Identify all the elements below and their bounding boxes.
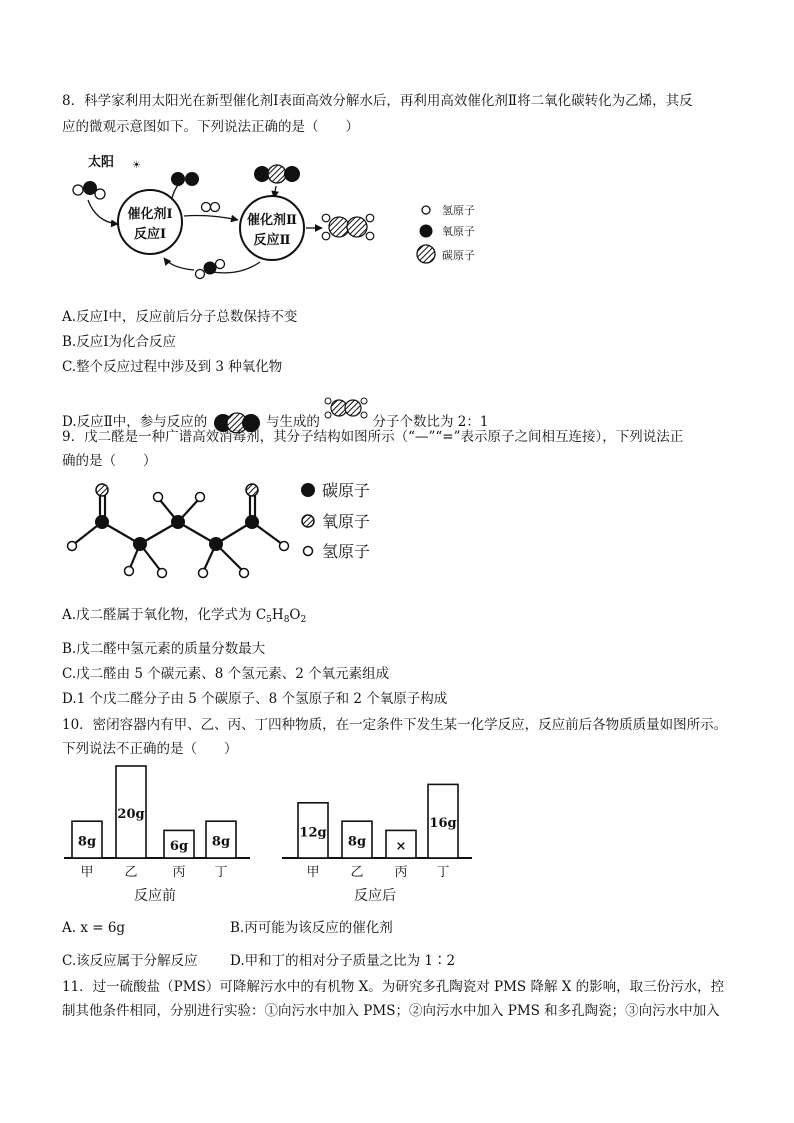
reaction2-label: 反应Ⅱ	[253, 233, 291, 248]
q9-glutaraldehyde-structure	[60, 478, 400, 590]
arrow-water-recycle	[164, 258, 194, 270]
legend-hydrogen-label: 氢原子	[322, 542, 371, 561]
legend-carbon-icon	[417, 245, 435, 263]
q10-mass-charts	[60, 760, 500, 908]
q8-stem-line2: 应的微观示意图如下。下列说法正确的是（ ）	[62, 119, 359, 135]
bar-value-label: 6g	[169, 839, 189, 855]
category-label: 甲	[306, 865, 320, 880]
q9-stem-line1: 9．戊二醛是一种广谱高效消毒剂，其分子结构如图所示（“—”“=”表示原子之间相互连接），下列说法正	[62, 429, 684, 445]
q9-option-a[interactable]	[62, 606, 306, 624]
bar-value-label: 16g	[429, 816, 457, 832]
q9-option-d[interactable]: D.1 个戊二醛分子由 5 个碳原子、8 个氢原子和 2 个氧原子构成	[62, 691, 448, 707]
chart-after	[282, 784, 472, 904]
q10-stem-line2: 下列说法不正确的是（ ）	[62, 741, 238, 757]
legend-oxygen-label: 氧原子	[322, 512, 371, 531]
legend-oxygen-icon	[420, 225, 433, 238]
oxygen-molecule	[171, 172, 199, 186]
q8-option-d-text-1: D.反应Ⅱ中，参与反应的	[62, 414, 208, 430]
bar-value-label: 20g	[117, 807, 145, 822]
q9-option-a-text: A.戊二醛属于氧化物，化学式为 C	[62, 607, 267, 623]
q10-option-a[interactable]: A. x = 6g	[62, 920, 126, 936]
q8-option-c[interactable]: C.整个反应过程中涉及到 3 种氧化物	[62, 359, 283, 375]
category-label: 丁	[436, 865, 450, 880]
category-label: 丙	[394, 865, 408, 880]
q8-stem-line1: 8．科学家利用太阳光在新型催化剂Ⅰ表面高效分解水后，再利用高效催化剂Ⅱ将二氧化碳转化为乙烯，其反	[62, 93, 693, 109]
q11-stem-line2: 制其他条件相同，分别进行实验：①向污水中加入 PMS；②向污水中加入 PMS 和多孔陶瓷；③向污水中加入	[62, 1003, 720, 1019]
q10-option-b[interactable]: B.丙可能为该反应的催化剂	[230, 920, 393, 936]
water-molecule-out	[196, 260, 225, 279]
oxygen-atoms	[96, 484, 258, 496]
bar-value-label: ×	[395, 839, 407, 855]
q10-stem-line1: 10．密闭容器内有甲、乙、丙、丁四种物质，在一定条件下发生某一化学反应，反应前后各物质质量如图所示。	[62, 717, 728, 733]
category-label: 丁	[214, 865, 228, 880]
chart-title: 反应前	[134, 888, 176, 904]
legend-carbon-label: 碳原子	[322, 481, 371, 500]
q10-option-c[interactable]: C.该反应属于分解反应	[62, 953, 198, 969]
q8-reaction-diagram	[60, 150, 500, 290]
bar-value-label: 8g	[347, 834, 367, 850]
legend-hydrogen-icon	[304, 547, 313, 556]
chart-title: 反应后	[354, 888, 396, 904]
q8-legend	[417, 203, 475, 263]
ethylene-molecule-icon	[324, 396, 368, 422]
water-molecule-in	[73, 181, 105, 199]
legend-hydrogen-label: 氢原子	[442, 204, 475, 217]
sun-icon: ☀	[132, 160, 141, 171]
q9-option-c[interactable]: C.戊二醛由 5 个碳元素、8 个氢元素、2 个氧元素组成	[62, 666, 390, 682]
co2-molecule-in	[254, 165, 300, 183]
q8-option-b[interactable]: B.反应Ⅰ为化合反应	[62, 334, 177, 350]
category-label: 丙	[172, 865, 186, 880]
q9-formula-sub-c: 5	[266, 615, 272, 625]
reaction1-label: 反应Ⅰ	[133, 227, 167, 242]
q11-stem-line1: 11．过一硫酸盐（PMS）可降解污水中的有机物 X。为研究多孔陶瓷对 PMS 降解 X 的影响，取三份污水，控	[62, 979, 725, 995]
q9-formula-o: O	[289, 607, 301, 623]
bar-value-label: 8g	[211, 834, 231, 850]
bar-value-label: 8g	[77, 834, 97, 850]
q8-option-a[interactable]: A.反应Ⅰ中，反应前后分子总数保持不变	[62, 309, 298, 325]
q9-option-b[interactable]: B.戊二醛中氢元素的质量分数最大	[62, 641, 266, 657]
q8-option-d-text-2: 与生成的	[265, 414, 320, 430]
legend-carbon-label: 碳原子	[442, 249, 475, 262]
ethylene-molecule	[322, 214, 374, 240]
category-label: 甲	[80, 865, 94, 880]
legend-oxygen-label: 氧原子	[442, 225, 475, 238]
q9-formula-sub-h: 8	[283, 615, 290, 625]
chart-before	[64, 766, 250, 904]
catalyst1-label: 催化剂Ⅰ	[127, 207, 173, 222]
q8-option-d-text-3: 分子个数比为 2：1	[372, 414, 489, 430]
sun-label: 太阳	[88, 155, 115, 170]
legend-oxygen-icon	[302, 515, 314, 527]
q9-stem-line2: 确的是（ ）	[62, 453, 157, 469]
catalyst1-circle	[118, 190, 182, 254]
hydrogen-molecule	[202, 203, 220, 212]
q10-option-d[interactable]: D.甲和丁的相对分子质量之比为 1∶2	[230, 953, 456, 969]
category-label: 乙	[350, 865, 364, 880]
bonds	[74, 494, 282, 570]
catalyst2-circle	[240, 196, 304, 260]
arrow-hydrogen-to-catalyst2	[184, 216, 238, 221]
category-label: 乙	[124, 865, 138, 880]
legend-carbon-icon	[301, 483, 315, 497]
bar-value-label: 12g	[299, 825, 327, 841]
catalyst2-label: 催化剂Ⅱ	[247, 213, 297, 228]
arrow-water-to-catalyst1	[88, 200, 118, 224]
q9-formula-sub-o: 2	[300, 615, 307, 625]
q9-legend	[301, 481, 370, 561]
q9-formula-h: H	[271, 607, 284, 623]
legend-hydrogen-icon	[422, 206, 430, 214]
